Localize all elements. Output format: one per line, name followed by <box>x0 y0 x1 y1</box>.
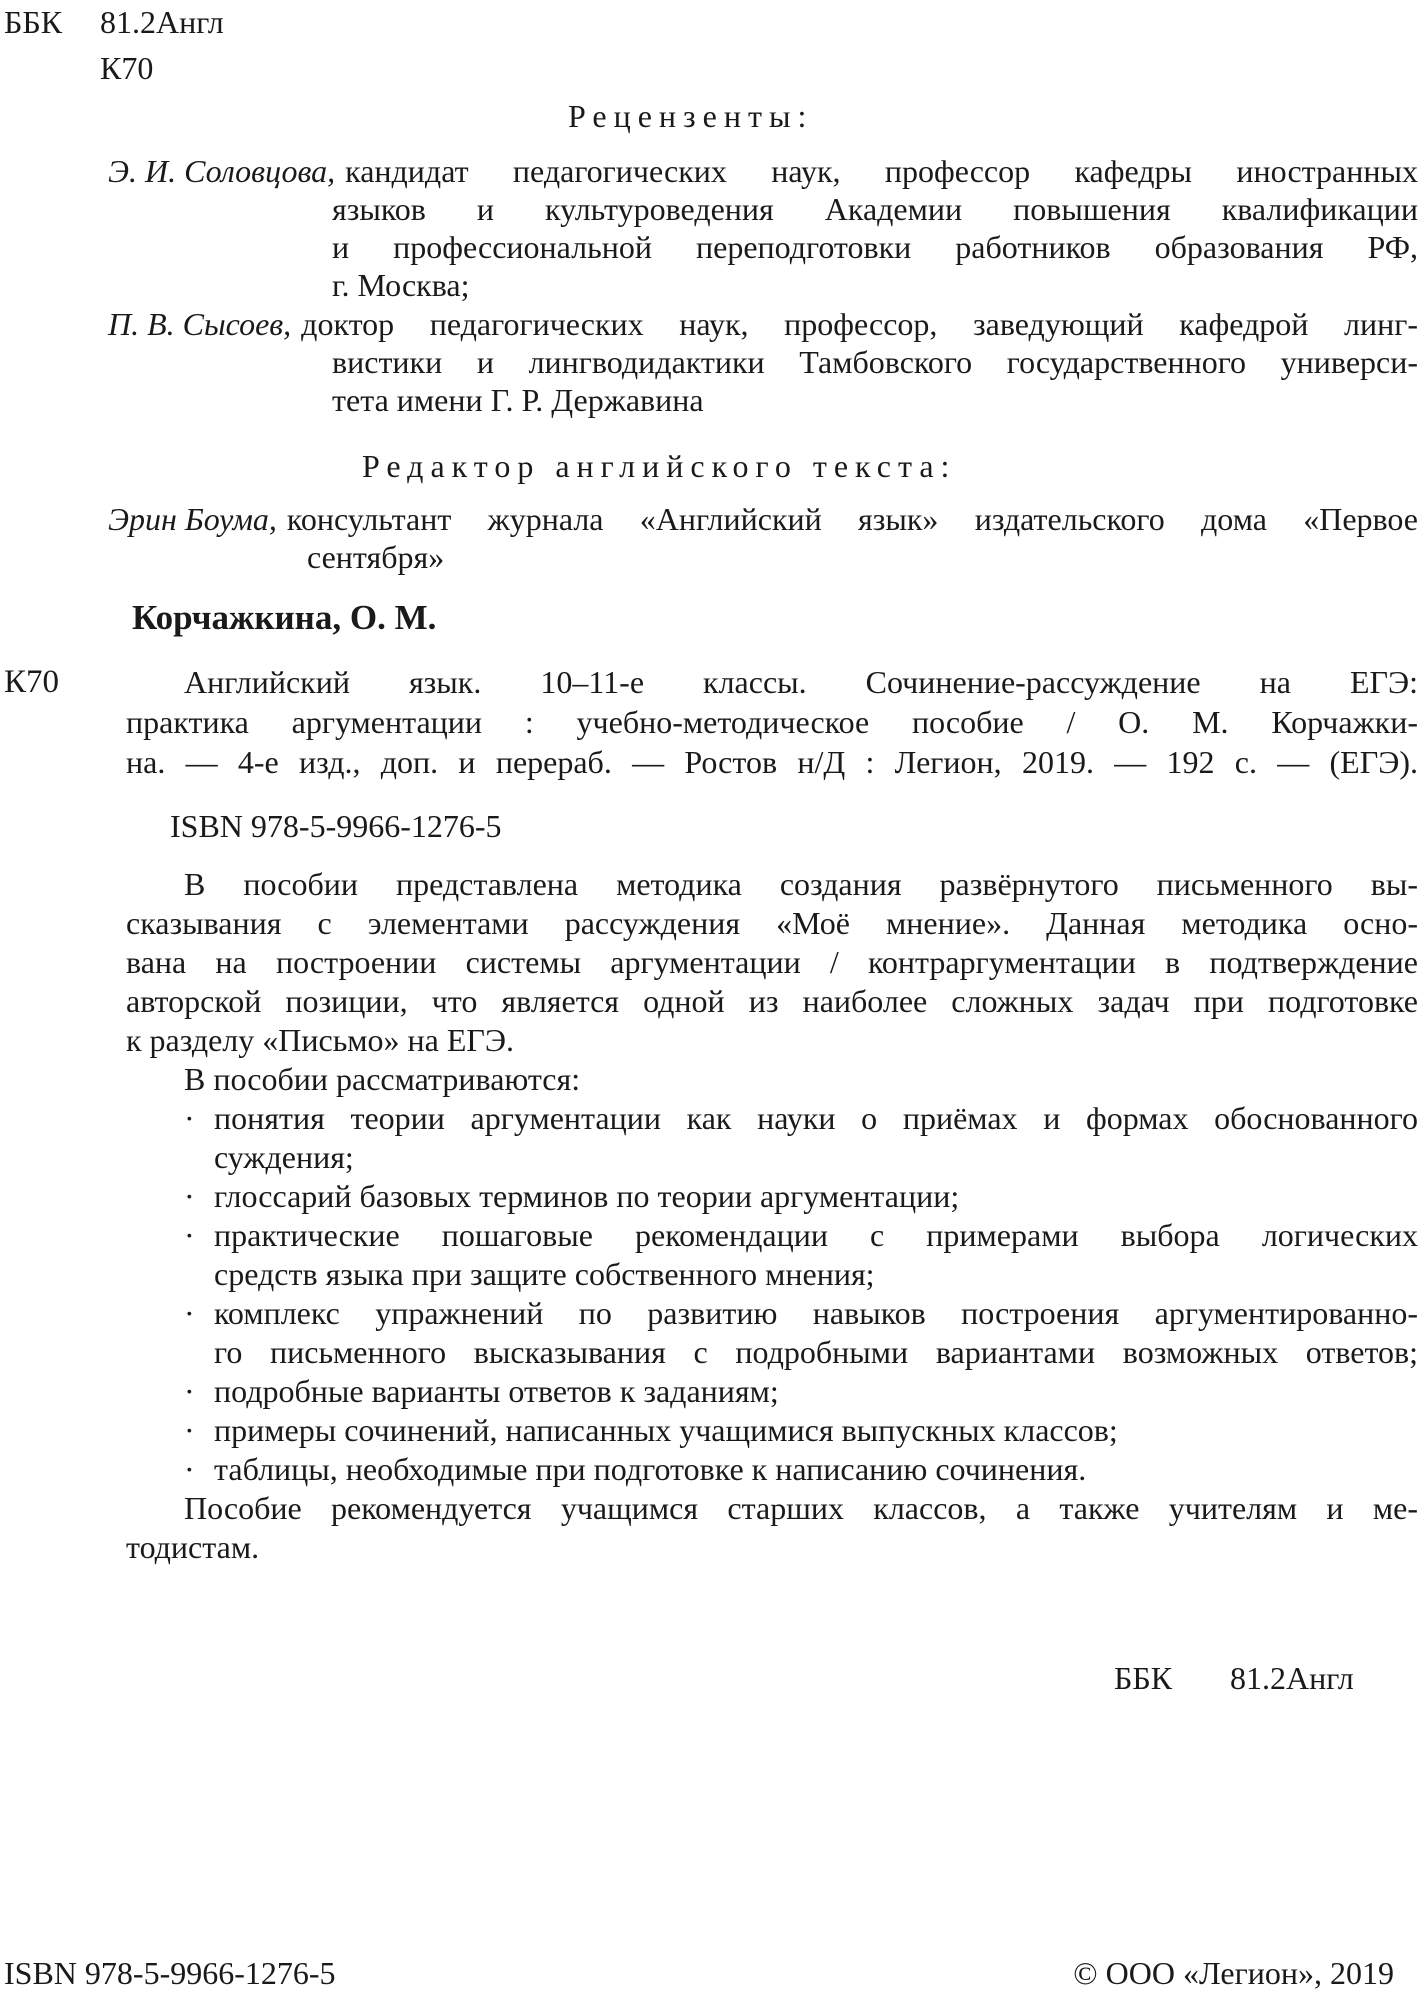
bullet-marker: · <box>184 1295 195 1331</box>
reviewer-2-name: П. В. Сысоев, <box>108 306 292 342</box>
footer-isbn: ISBN 978-5-9966-1276-5 <box>4 1955 336 1991</box>
editor-heading: Редактор английского текста: <box>362 448 957 484</box>
bullet-marker: · <box>184 1217 195 1253</box>
bbk-bottom-label: ББК <box>1114 1660 1173 1696</box>
bullet-4-line-1: комплекс упражнений по развитию навыков построения аргументированно- <box>214 1295 1418 1331</box>
bullet-1-line-2: суждения; <box>214 1139 354 1175</box>
reviewer-1-line-4: г. Москва; <box>332 267 470 303</box>
bullet-marker: · <box>184 1373 195 1409</box>
reviewer-2-text: доктор педагогических наук, профессор, заведующий кафедрой линг- <box>301 306 1418 342</box>
editor-line-1 <box>108 503 1418 535</box>
bbk-bottom-value: 81.2Англ <box>1230 1660 1354 1696</box>
record-author: Корчажкина, О. М. <box>132 598 437 637</box>
bullet-marker: · <box>184 1100 195 1136</box>
bullet-7-line-1: таблицы, необходимые при подготовке к написанию сочинения. <box>214 1451 1087 1487</box>
annotation-p3-line-1: Пособие рекомендуется учащимся старших классов, а также учителям и ме- <box>184 1490 1418 1526</box>
annotation-p1-line-2: сказывания с элементами рассуждения «Моё мнение». Данная методика осно- <box>126 905 1418 941</box>
annotation-p1-line-1: В пособии представлена методика создания развёрнутого письменного вы- <box>184 866 1418 902</box>
bullet-5-line-1: подробные варианты ответов к заданиям; <box>214 1373 779 1409</box>
annotation-p1-line-3: вана на построении системы аргументации / контраргументации в подтверждение <box>126 944 1418 980</box>
bullet-marker: · <box>184 1451 195 1487</box>
record-mark: К70 <box>4 664 60 700</box>
editor-line-2: сентября» <box>307 539 445 575</box>
record-line-1: Английский язык. 10–11-е классы. Сочинение-рассуждение на ЕГЭ: <box>184 664 1418 700</box>
reviewer-1-text: кандидат педагогических наук, профессор кафедры иностранных <box>345 153 1418 189</box>
bbk-value: 81.2Англ <box>100 4 224 40</box>
bullet-marker: · <box>184 1178 195 1214</box>
reviewer-1-line-2: языков и культуроведения Академии повышения квалификации <box>332 191 1418 227</box>
reviewer-2-line-3: тета имени Г. Р. Державина <box>332 382 704 418</box>
reviewer-2-line-2: вистики и лингводидактики Тамбовского государственного универси- <box>332 344 1418 380</box>
bullet-6-line-1: примеры сочинений, написанных учащимися выпускных классов; <box>214 1412 1118 1448</box>
reviewers-heading: Рецензенты: <box>568 98 814 134</box>
bullet-3-line-2: средств языка при защите собственного мнения; <box>214 1256 875 1292</box>
annotation-p3-line-2: тодистам. <box>126 1529 260 1565</box>
editor-name: Эрин Боума, <box>108 501 277 537</box>
record-isbn: ISBN 978-5-9966-1276-5 <box>170 808 502 844</box>
annotation-p1-line-5: к разделу «Письмо» на ЕГЭ. <box>126 1022 515 1058</box>
footer-copyright: © ООО «Легион», 2019 <box>1073 1955 1394 1991</box>
bullet-1-line-1: понятия теории аргументации как науки о приёмах и формах обоснованного <box>214 1100 1418 1136</box>
author-mark: К70 <box>100 50 154 86</box>
reviewer-2-line-1 <box>108 308 1418 340</box>
annotation-p2-intro: В пособии рассматриваются: <box>184 1061 581 1097</box>
bullet-4-line-2: го письменного высказывания с подробными вариантами возможных ответов; <box>214 1334 1418 1370</box>
bullet-marker: · <box>184 1412 195 1448</box>
record-line-3: на. — 4-е изд., доп. и перераб. — Ростов н/Д : Легион, 2019. — 192 с. — (ЕГЭ). <box>126 744 1418 780</box>
bullet-3-line-1: практические пошаговые рекомендации с примерами выбора логических <box>214 1217 1418 1253</box>
bullet-2-line-1: глоссарий базовых терминов по теории аргументации; <box>214 1178 960 1214</box>
annotation-p1-line-4: авторской позиции, что является одной из наиболее сложных задач при подготовке <box>126 983 1418 1019</box>
editor-text: консультант журнала «Английский язык» издательского дома «Первое <box>286 501 1418 537</box>
reviewer-1-name: Э. И. Соловцова, <box>108 153 336 189</box>
record-line-2: практика аргументации : учебно-методическое пособие / О. М. Корчажки- <box>126 704 1418 740</box>
reviewer-1-line-1 <box>108 155 1418 187</box>
bbk-label: ББК <box>4 4 63 40</box>
reviewer-1-line-3: и профессиональной переподготовки работников образования РФ, <box>332 229 1418 265</box>
